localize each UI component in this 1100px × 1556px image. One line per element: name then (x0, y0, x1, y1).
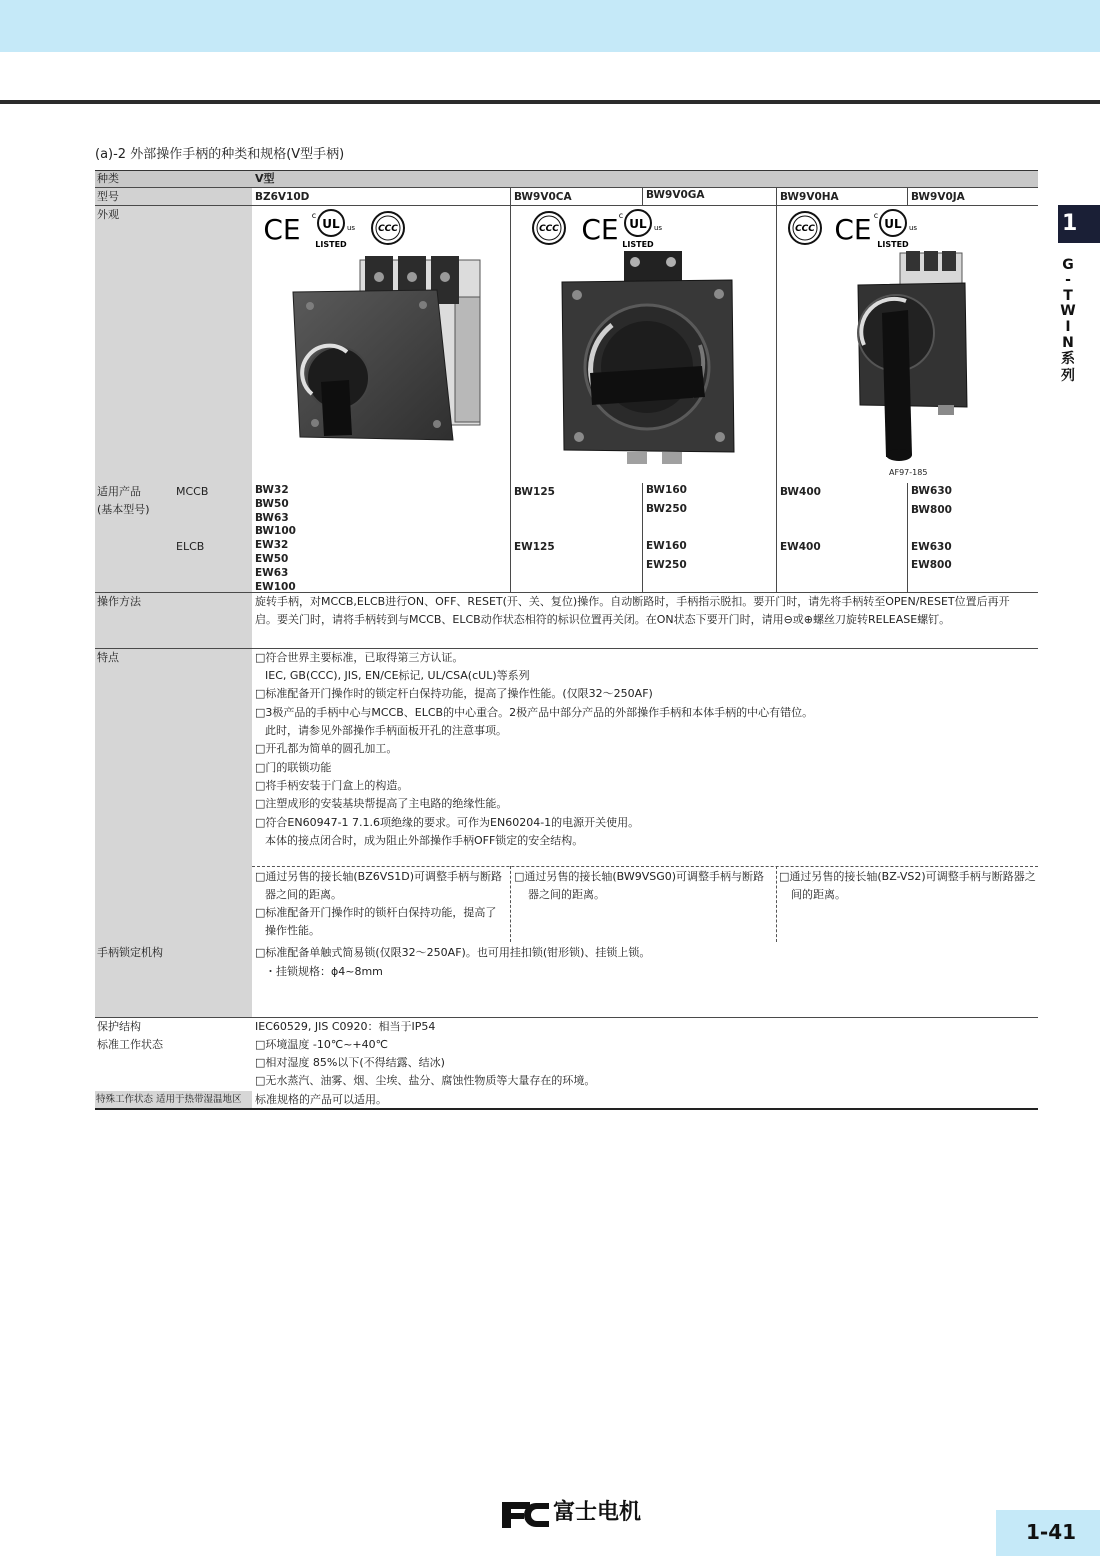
svg-text:CCC: CCC (378, 224, 398, 234)
mccb-label: MCCB (176, 485, 209, 498)
label-column-bg (95, 206, 252, 1017)
kind-label: 种类 (97, 172, 119, 185)
appearance-label: 外观 (97, 208, 119, 221)
feature-model-line: 器之间的距离。 (265, 888, 342, 901)
features-label: 特点 (97, 651, 119, 664)
svg-text:c: c (618, 211, 624, 220)
series-char: 列 (1061, 368, 1075, 384)
applicable-sublabel: (基本型号) (97, 503, 150, 516)
product-code: BW160 (646, 484, 687, 496)
svg-text:c: c (873, 211, 879, 220)
product-code: EW160 (646, 540, 687, 552)
feature-line: □将手柄安装于门盒上的构造。 (255, 779, 409, 792)
product-code: BW800 (911, 504, 952, 516)
ccc-mark (785, 210, 825, 246)
feature-line: □注塑成形的安装基块帮提高了主电路的绝缘性能。 (255, 797, 508, 810)
lock-line: □标准配备单触式简易锁(仅限32～250AF)。也可用挂扣锁(钳形锁)、挂锁上锁。 (255, 946, 651, 959)
product-code: BW125 (514, 486, 555, 498)
svg-text:CE: CE (834, 213, 872, 244)
feature-line: □开孔都为简单的圆孔加工。 (255, 742, 398, 755)
feature-line: □标准配备开门操作时的锁定杆白保持功能，提高了操作性能。(仅限32～250AF) (255, 687, 653, 700)
feature-model-line: 器之间的距离。 (528, 888, 605, 901)
page-number-box (996, 1510, 1100, 1556)
lock-label: 手柄锁定机构 (97, 946, 163, 959)
series-char: T (1063, 288, 1073, 304)
fuji-electric-logo-icon (502, 1500, 550, 1528)
product-code: EW630 (911, 541, 952, 553)
product-code: EW800 (911, 559, 952, 571)
svg-text:CE: CE (581, 213, 619, 244)
top-band (0, 0, 1100, 52)
svg-text:us: us (908, 224, 918, 232)
svg-text:CCC: CCC (795, 224, 815, 234)
product-code: BW100 (255, 525, 296, 537)
column-rule (776, 187, 777, 592)
product-code: EW250 (646, 559, 687, 571)
svg-text:LISTED: LISTED (315, 240, 347, 249)
product-code: EW50 (255, 553, 289, 565)
svg-text:LISTED: LISTED (622, 240, 654, 249)
column-rule (642, 483, 643, 592)
header-row-bg (95, 171, 1038, 187)
model-name: BZ6V10D (255, 191, 310, 203)
brand-name: 富士电机 (553, 1500, 642, 1525)
ul-listed-mark (612, 206, 664, 250)
series-char: 系 (1061, 351, 1075, 367)
feature-line: □门的联锁功能 (255, 761, 332, 774)
product-photo-bw9v0ha-ja (850, 247, 975, 469)
model-name: BW9V0CA (514, 191, 572, 203)
operation-text: 启。要关门时，请将手柄转到与MCCB、ELCB动作状态相符的标识位置再关闭。在ON状态下要开门时，请用⊖或⊕螺丝刀旋转RELEASE螺钉。 (255, 613, 951, 626)
elcb-label: ELCB (176, 540, 205, 553)
lock-line: ・挂锁规格：ϕ4~8mm (265, 965, 383, 978)
table-bottom-rule (95, 1108, 1038, 1110)
svg-text:us: us (346, 224, 356, 232)
model-name: BW9V0GA (646, 189, 705, 201)
model-label: 型号 (97, 190, 119, 203)
condition-line: □相对湿度 85%以下(不得结露、结冰) (255, 1056, 445, 1069)
svg-text:LISTED: LISTED (877, 240, 909, 249)
feature-model-line: □通过另售的接长轴(BZ6VS1D)可调整手柄与断路 (255, 870, 503, 883)
dashed-rule (252, 866, 1038, 867)
feature-line: □3极产品的手柄中心与MCCB、ELCB的中心重合。2极产品中部分产品的外部操作手柄和本体手柄的中心有错位。 (255, 706, 814, 719)
special-conditions-label: 特殊工作状态 适用于热带湿温地区 (96, 1094, 242, 1105)
photo-caption: AF97-185 (889, 468, 928, 477)
series-char: W (1060, 303, 1076, 319)
product-code: BW250 (646, 503, 687, 515)
feature-line: □符合世界主要标准，已取得第三方认证。 (255, 651, 464, 664)
condition-line: □无水蒸汽、油雾、烟、尘埃、盐分、腐蚀性物质等大量存在的环境。 (255, 1074, 596, 1087)
product-code: EW32 (255, 539, 289, 551)
standard-conditions-label: 标准工作状态 (97, 1038, 163, 1051)
section-title: (a)-2 外部操作手柄的种类和规格(V型手柄) (95, 147, 345, 162)
kind-value: V型 (255, 172, 275, 185)
operation-text: 旋转手柄，对MCCB,ELCB进行ON、OFF、RESET(开、关、复位)操作。自动断路时，手柄指示脱扣。要开门时，请先将手柄转至OPEN/RESET位置后再开 (255, 595, 1010, 608)
feature-line: 本体的接点闭合时，成为阻止外部操作手柄OFF锁定的安全结构。 (265, 834, 584, 847)
svg-text:UL: UL (884, 217, 902, 231)
svg-text:c: c (311, 211, 317, 220)
feature-model-line: □标准配备开门操作时的锁杆白保持功能，提高了 (255, 906, 497, 919)
svg-text:CE: CE (263, 213, 301, 244)
operation-label: 操作方法 (97, 595, 141, 608)
series-char: - (1065, 272, 1071, 288)
dashed-rule (776, 866, 777, 942)
svg-text:UL: UL (322, 217, 340, 231)
product-code: EW100 (255, 581, 296, 593)
product-photo-bz6v10d (265, 242, 495, 452)
feature-model-line: 操作性能。 (265, 924, 320, 937)
feature-line: □符合EN60947-1 7.1.6项绝缘的要求。可作为EN60204-1的电源开关使用。 (255, 816, 640, 829)
page-number: 1-41 (1026, 1520, 1077, 1544)
column-rule (510, 187, 511, 592)
model-name: BW9V0HA (780, 191, 839, 203)
series-char: N (1062, 335, 1074, 351)
column-rule (907, 483, 908, 592)
column-rule (907, 187, 908, 205)
condition-line: □环境温度 -10℃~+40℃ (255, 1038, 388, 1051)
feature-model-line: 间的距离。 (791, 888, 846, 901)
table-rule (95, 648, 1038, 649)
chapter-number: 1 (1062, 211, 1078, 236)
column-rule (642, 187, 643, 205)
product-code: BW63 (255, 512, 289, 524)
ccc-mark (529, 210, 569, 246)
feature-line: 此时，请参见外部操作手柄面板开孔的注意事项。 (265, 724, 507, 737)
series-char: G (1062, 257, 1074, 273)
table-rule (95, 1017, 1038, 1018)
product-code: BW400 (780, 486, 821, 498)
product-code: EW400 (780, 541, 821, 553)
dashed-rule (510, 866, 511, 942)
svg-text:us: us (653, 224, 663, 232)
chapter-tab (1058, 205, 1100, 243)
product-code: EW125 (514, 541, 555, 553)
feature-model-line: □通过另售的接长轴(BW9VSG0)可调整手柄与断路 (514, 870, 765, 883)
ul-listed-mark (867, 206, 919, 250)
svg-text:CCC: CCC (539, 224, 559, 234)
product-photo-bw9v0ca-ga (552, 247, 747, 469)
product-code: BW50 (255, 498, 289, 510)
svg-text:UL: UL (629, 217, 647, 231)
table-rule (95, 592, 1038, 593)
feature-model-line: □通过另售的接长轴(BZ-VS2)可调整手柄与断路器之 (779, 870, 1036, 883)
table-rule (95, 187, 1038, 188)
ce-mark (263, 212, 301, 244)
product-code: BW32 (255, 484, 289, 496)
top-rule (0, 100, 1100, 104)
feature-line: IEC, GB(CCC), JIS, EN/CE标记, UL/CSA(cUL)等系列 (265, 669, 530, 682)
product-code: EW63 (255, 567, 289, 579)
ccc-mark (368, 210, 408, 246)
applicable-label: 适用产品 (97, 485, 141, 498)
series-char: I (1065, 319, 1071, 335)
special-conditions-value: 标准规格的产品可以适用。 (255, 1093, 387, 1106)
protection-label: 保护结构 (97, 1020, 141, 1033)
model-name: BW9V0JA (911, 191, 965, 203)
product-code: BW630 (911, 485, 952, 497)
table-rule (95, 170, 1038, 171)
protection-value: IEC60529, JIS C0920：相当于IP54 (255, 1020, 436, 1033)
